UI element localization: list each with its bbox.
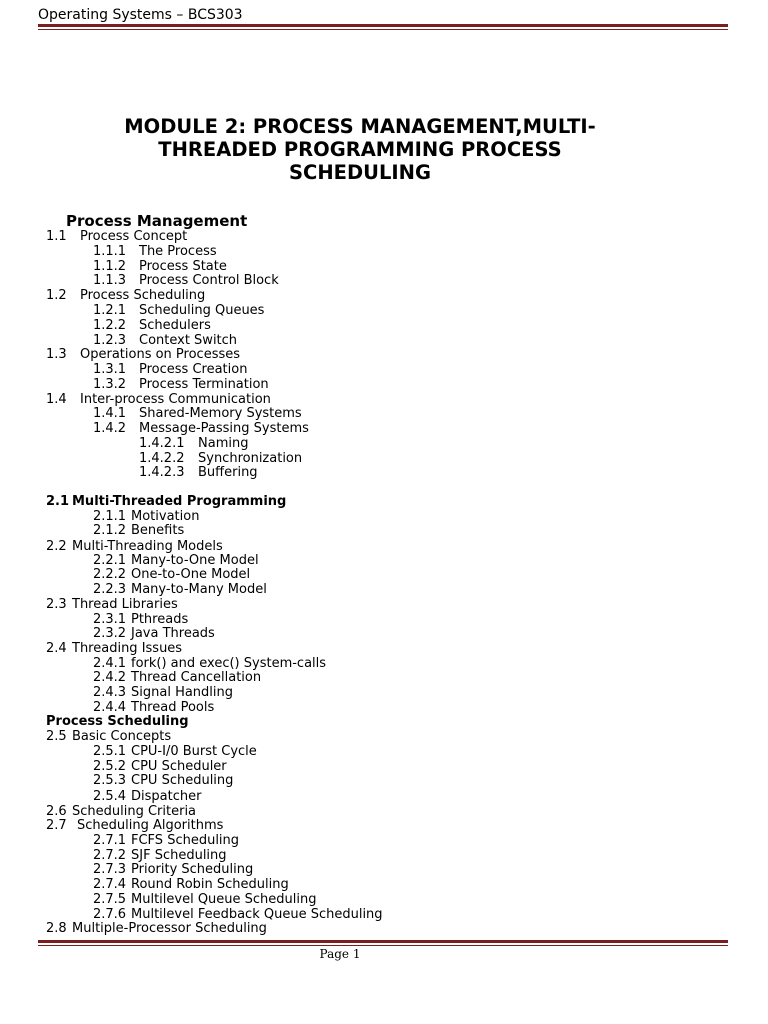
toc-entry-text: FCFS Scheduling	[131, 833, 240, 848]
toc-entry-number: 2.1.2	[93, 523, 127, 538]
toc-entry-text: Process Control Block	[139, 273, 279, 288]
toc-entry-text: Signal Handling	[131, 685, 234, 700]
toc-entry-text: Process Scheduling	[80, 288, 206, 303]
toc-entry-text: Schedulers	[139, 318, 211, 333]
toc-entry-number: 2.2	[46, 539, 67, 554]
toc-entry-number: 2.2.1	[93, 553, 127, 568]
document-title	[60, 115, 660, 184]
toc-entry-text: Dispatcher	[131, 789, 202, 804]
toc-entry-text: Scheduling Queues	[139, 303, 265, 318]
toc-entry-number: 1.1.3	[93, 273, 127, 288]
toc-entry-text: CPU-I/0 Burst Cycle	[131, 744, 257, 759]
toc-entry-number: 2.3	[46, 597, 67, 612]
toc-entry-number: 2.4.1	[93, 656, 127, 671]
toc-entry-text: Inter-process Communication	[80, 392, 271, 407]
toc-entry-number: 2.7.3	[93, 862, 127, 877]
toc-entry-number: 2.4.4	[93, 700, 127, 715]
toc-entry-number: 2.5	[46, 729, 67, 744]
toc-entry-text: Process State	[139, 259, 227, 274]
toc-entry-text: Message-Passing Systems	[139, 421, 309, 436]
toc-entry-number: 2.7.2	[93, 848, 127, 863]
toc-entry-number: 1.3.2	[93, 377, 127, 392]
toc-entry-number: 2.3.1	[93, 612, 127, 627]
toc-entry-text: Process Scheduling	[46, 714, 189, 729]
header-rule	[38, 24, 728, 30]
toc-entry-text: Motivation	[131, 509, 200, 524]
toc-entry-text: Java Threads	[131, 626, 215, 641]
toc-entry-number: 2.4.2	[93, 670, 127, 685]
toc-entry-number: 1.4	[46, 392, 67, 407]
title-line: MODULE 2: PROCESS MANAGEMENT,MULTI-	[124, 115, 596, 138]
toc-entry-number: 2.7	[46, 818, 67, 833]
toc-entry-text: The Process	[139, 244, 217, 259]
toc-entry-text: Round Robin Scheduling	[131, 877, 289, 892]
toc-entry-text: Threading Issues	[72, 641, 183, 656]
toc-entry-number: 2.1	[46, 494, 70, 509]
toc-entry-number: 2.7.6	[93, 907, 127, 922]
toc-entry-text: Scheduling Algorithms	[77, 818, 224, 833]
toc-entry-text: Synchronization	[198, 451, 303, 466]
toc-entry-number: 1.4.2.1	[139, 436, 185, 451]
toc-entry-number: 2.6	[46, 804, 67, 819]
toc-entry-number: 1.1	[46, 229, 67, 244]
toc-entry-number: 1.3.1	[93, 362, 127, 377]
toc-entry-text: fork() and exec() System-calls	[131, 656, 327, 671]
toc-entry-number: 2.4	[46, 641, 67, 656]
toc-entry-text: Naming	[198, 436, 249, 451]
toc-entry-number: 1.2.2	[93, 318, 127, 333]
toc-entry-text: Multi-Threaded Programming	[72, 494, 287, 509]
toc-entry-number: 1.4.2.2	[139, 451, 185, 466]
toc-entry-number: 1.1.2	[93, 259, 127, 274]
toc-entry-text: Thread Cancellation	[131, 670, 262, 685]
toc-entry-text: Buffering	[198, 465, 258, 480]
toc-entry-text: One-to-One Model	[131, 567, 251, 582]
toc-entry-number: 2.3.2	[93, 626, 127, 641]
toc-entry-text: Thread Libraries	[72, 597, 178, 612]
toc-entry-text: Scheduling Criteria	[72, 804, 197, 819]
toc-entry-text: Priority Scheduling	[131, 862, 254, 877]
toc-entry-text: Multilevel Queue Scheduling	[131, 892, 317, 907]
toc-entry-text: Context Switch	[139, 333, 238, 348]
toc-entry-text: Multilevel Feedback Queue Scheduling	[131, 907, 383, 922]
toc-entry-text: CPU Scheduling	[131, 773, 234, 788]
toc-entry-number: 1.2	[46, 288, 67, 303]
toc-entry-number: 1.4.2	[93, 421, 127, 436]
toc-entry-text: Process Concept	[80, 229, 188, 244]
course-header: Operating Systems – BCS303	[38, 7, 243, 23]
toc-entry-number: 1.4.2.3	[139, 465, 185, 480]
toc-entry-number: 1.2.1	[93, 303, 127, 318]
toc-entry-number: 2.2.3	[93, 582, 127, 597]
toc-entry-number: 2.5.3	[93, 773, 127, 788]
toc-entry-number: 1.1.1	[93, 244, 127, 259]
toc-entry-text: Thread Pools	[131, 700, 215, 715]
toc-entry-text: CPU Scheduler	[131, 759, 227, 774]
page-number: Page 1	[319, 947, 361, 961]
toc-entry-text: Shared-Memory Systems	[139, 406, 302, 421]
toc-entry-number: 2.5.4	[93, 789, 127, 804]
toc-entry-number: 2.7.4	[93, 877, 127, 892]
toc-entry-number: 2.5.2	[93, 759, 127, 774]
toc-entry-text: Pthreads	[131, 612, 189, 627]
toc-entry-text: Process Termination	[139, 377, 269, 392]
toc-entry-text: Basic Concepts	[72, 729, 172, 744]
toc-entry-number: 1.4.1	[93, 406, 127, 421]
section-heading: Process Management	[66, 212, 248, 230]
toc-entry-text: Process Creation	[139, 362, 248, 377]
toc-entry-text: Benefits	[131, 523, 185, 538]
toc-entry-number: 2.1.1	[93, 509, 127, 524]
footer-rule	[38, 940, 728, 946]
toc-entry-number: 1.3	[46, 347, 67, 362]
toc-entry-text: Operations on Processes	[80, 347, 241, 362]
toc-entry-number: 2.5.1	[93, 744, 127, 759]
toc-entry-text: Many-to-One Model	[131, 553, 259, 568]
toc-entry-text: Multiple-Processor Scheduling	[72, 921, 267, 936]
toc-entry-number: 2.8	[46, 921, 67, 936]
toc-entry-number: 1.2.3	[93, 333, 127, 348]
title-line: THREADED PROGRAMMING PROCESS	[158, 138, 562, 161]
toc-entry-number: 2.7.1	[93, 833, 127, 848]
title-line: SCHEDULING	[288, 161, 432, 184]
toc-entry-number: 2.7.5	[93, 892, 127, 907]
toc-entry-number: 2.4.3	[93, 685, 127, 700]
toc-entry-text: Many-to-Many Model	[131, 582, 267, 597]
toc-entry-number: 2.2.2	[93, 567, 127, 582]
toc-entry-text: Multi-Threading Models	[72, 539, 223, 554]
toc-entry-text: SJF Scheduling	[131, 848, 227, 863]
